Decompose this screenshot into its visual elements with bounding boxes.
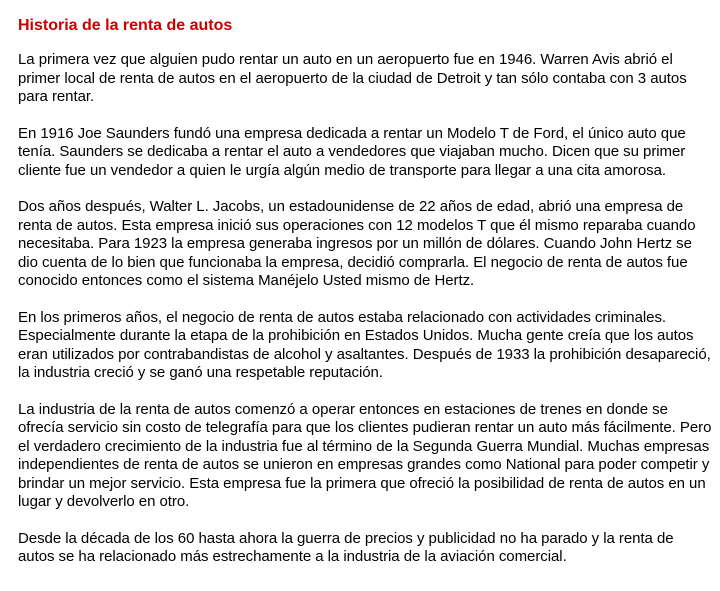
- paragraph-3: Dos años después, Walter L. Jacobs, un estadounidense de 22 años de edad, abrió una empresa de renta de autos. Esta empresa inició sus operaciones con 12 modelos T que él mismo reparaba cuando necesitaba. Para 1923 la empresa generaba ingresos por un millón de dólares. Cuando John Hertz se dio cuenta de lo bien que funcionaba la empresa, decidió comprarla. El negocio de renta de autos fue conocido entonces como el sistema Manéjelo Usted mismo de Hertz.: [18, 198, 696, 289]
- paragraph-1: La primera vez que alguien pudo rentar un auto en un aeropuerto fue en 1946. Warren Avis abrió el primer local de renta de autos en el aeropuerto de la ciudad de Detroit y tan sólo contaba con 3 autos para rentar.: [18, 51, 687, 105]
- paragraph-2: En 1916 Joe Saunders fundó una empresa dedicada a rentar un Modelo T de Ford, el único auto que tenía. Saunders se dedicaba a rentar el auto a vendedores que viajaban mucho. Dicen que su primer cliente fue un vendedor a quien le urgía algún medio de transporte para llegar a una cita amorosa.: [18, 124, 686, 179]
- paragraph-6: Desde la década de los 60 hasta ahora la guerra de precios y publicidad no ha parado y la renta de autos se ha relacionado más estrechamente a la industria de la aviación comercial.: [18, 529, 674, 565]
- article-title: Historia de la renta de autos: [18, 17, 233, 34]
- paragraph-5: La industria de la renta de autos comenzó a operar entonces en estaciones de trenes en donde se ofrecía servicio sin costo de telegrafía para que los clientes pudieran rentar un auto más fácilmente. Pero el verdadero crecimiento de la industria fue al término de la Segunda Guerra Mundial. Muchas empresas independientes de renta de autos se unieron en empresas grandes como National para poder competir y brindar un mejor servicio. Esta empresa fue la primera que ofreció la posibilidad de renta de autos en un lugar y devolverlo en otro.: [18, 400, 712, 510]
- paragraph-4: En los primeros años, el negocio de renta de autos estaba relacionado con actividades criminales. Especialmente durante la etapa de la prohibición en Estados Unidos. Mucha gente creía que los autos eran utilizados por contrabandistas de alcohol y asaltantes. Después de 1933 la prohibición desapareció, la industria creció y se ganó una respetable reputación.: [18, 308, 711, 381]
